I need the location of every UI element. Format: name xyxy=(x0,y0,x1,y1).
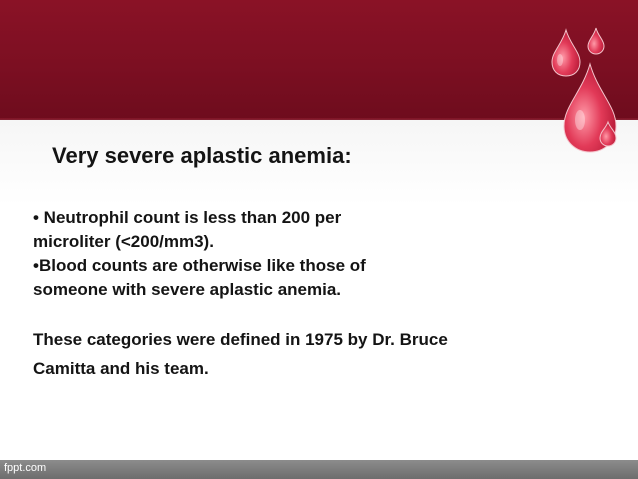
bullet-1-line-1: • Neutrophil count is less than 200 per xyxy=(33,208,342,227)
slide-body xyxy=(33,206,613,383)
note-line-2: Camitta and his team. xyxy=(33,359,209,378)
blood-drops-icon xyxy=(520,0,638,170)
footer-link[interactable]: fppt.com xyxy=(4,462,47,474)
footer-bar xyxy=(0,460,638,479)
note-line-1: These categories were defined in 1975 by Dr. Bruce xyxy=(33,330,448,349)
bullet-2-line-2: someone with severe aplastic anemia. xyxy=(33,280,342,299)
bullet-2-line-1: •Blood counts are otherwise like those of xyxy=(33,256,366,275)
bullet-1-line-2: microliter (<200/mm3). xyxy=(33,232,214,251)
slide-title: Very severe aplastic anemia: xyxy=(52,143,352,168)
spacer xyxy=(33,302,613,325)
